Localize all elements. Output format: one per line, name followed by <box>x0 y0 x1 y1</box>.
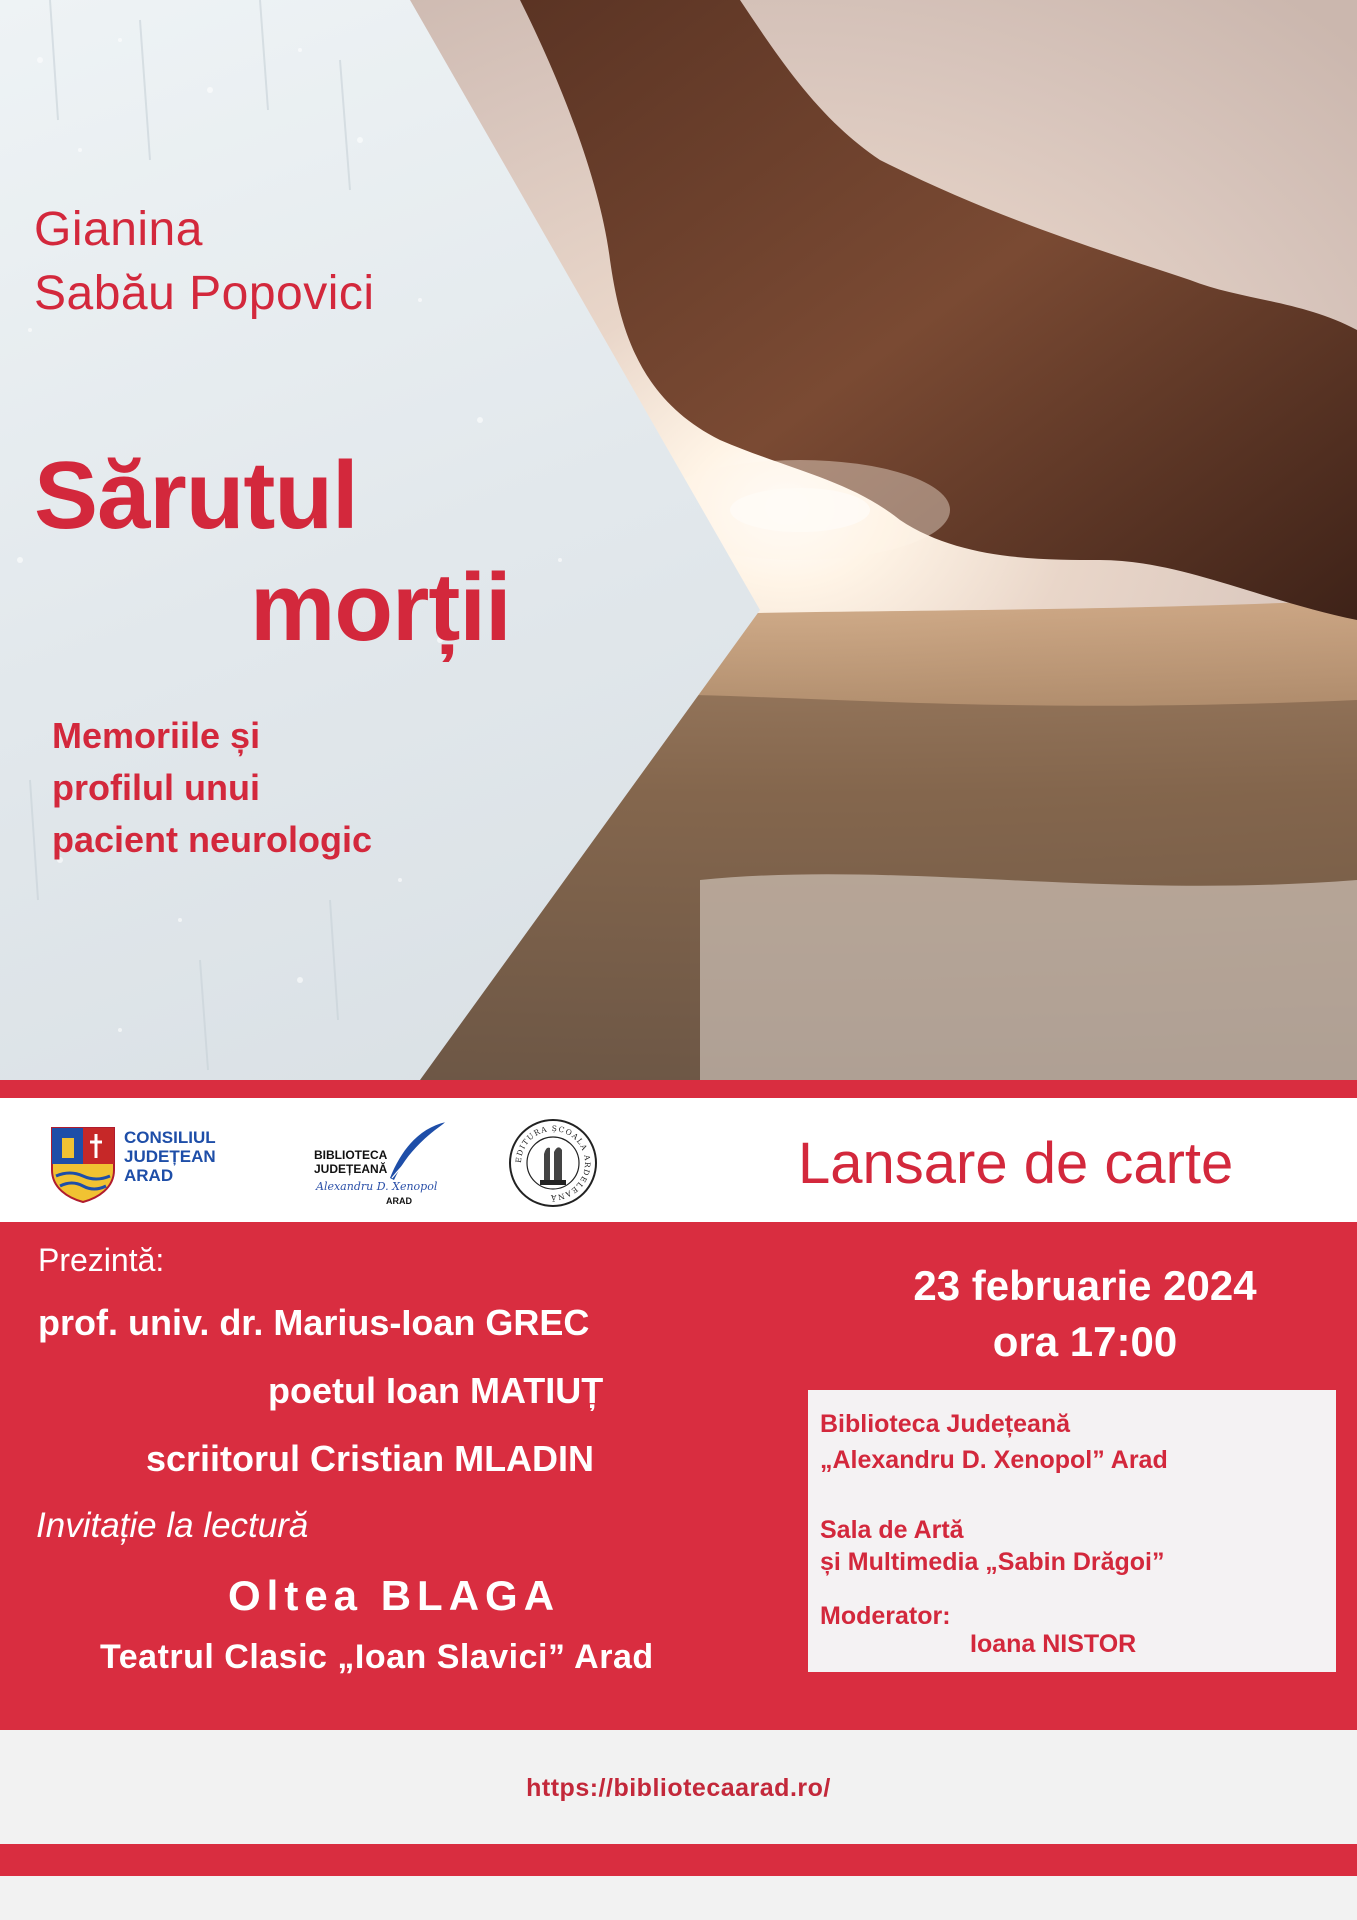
book-title-line2: morții <box>250 554 511 661</box>
red-divider-bottom <box>0 1844 1357 1876</box>
book-title <box>34 440 511 664</box>
url-band <box>0 1730 1357 1844</box>
subtitle-line2: profilul unui <box>52 767 260 808</box>
venue-hall <box>820 1514 1165 1578</box>
biblioteca-arad-text: ARAD <box>386 1196 412 1206</box>
logo-band <box>0 1098 1357 1222</box>
red-divider-top <box>0 1080 1357 1098</box>
venue-box <box>808 1390 1336 1672</box>
judeteana-text: JUDEȚEANĂ <box>314 1162 388 1176</box>
book-subtitle <box>52 710 372 866</box>
event-time: ora 17:00 <box>992 1318 1178 1365</box>
event-info-panel <box>0 1222 1357 1730</box>
moderator-name: Ioana NISTOR <box>970 1630 1137 1658</box>
consiliul-judetean-logo-text <box>124 1128 216 1185</box>
reader-theatre: Teatrul Clasic „Ioan Slavici” Arad <box>100 1638 654 1676</box>
venue-line2: „Alexandru D. Xenopol” Arad <box>820 1446 1168 1474</box>
author-first-name: Gianina <box>34 203 203 256</box>
presenter-grec: prof. univ. dr. Marius-Ioan GREC <box>38 1302 590 1343</box>
book-launch-label: Lansare de carte <box>798 1131 1234 1196</box>
venue-line3: Sala de Artă <box>820 1516 964 1544</box>
venue-line1: Biblioteca Județeană <box>820 1410 1071 1438</box>
subtitle-line3: pacient neurologic <box>52 819 373 860</box>
event-date-time <box>860 1258 1310 1370</box>
presents-label: Prezintă: <box>38 1242 165 1278</box>
reader-name: Oltea BLAGA <box>228 1572 561 1619</box>
bottom-band <box>0 1876 1357 1920</box>
moderator-label: Moderator: <box>820 1602 951 1630</box>
author-last-name: Sabău Popovici <box>34 267 375 320</box>
arad-text: ARAD <box>124 1166 174 1185</box>
judetean-text: JUDEȚEAN <box>124 1147 216 1166</box>
editura-scoala-ardeleana-seal-icon <box>508 1118 598 1208</box>
biblioteca-text: BIBLIOTECA <box>314 1148 388 1162</box>
presenter-matiut: poetul Ioan MATIUȚ <box>268 1370 604 1411</box>
subtitle-line1: Memoriile și <box>52 715 261 756</box>
event-date: 23 februarie 2024 <box>913 1262 1257 1309</box>
venue-line4: și Multimedia „Sabin Drăgoi” <box>820 1548 1165 1576</box>
consiliul-text: CONSILIUL <box>124 1128 216 1147</box>
svg-text:EDITURA ȘCOALA ARDELEANĂ: EDITURA ȘCOALA ARDELEANĂ <box>513 1123 593 1203</box>
reading-invitation-label: Invitație la lectură <box>36 1506 309 1545</box>
book-title-line1: Sărutul <box>34 442 358 549</box>
arad-county-crest-icon <box>50 1126 116 1204</box>
author-name <box>34 198 375 326</box>
quill-feather-icon <box>380 1120 448 1184</box>
venue-library <box>820 1406 1168 1478</box>
xenopol-script-text: Alexandru D. Xenopol <box>316 1180 438 1193</box>
presenter-mladin: scriitorul Cristian MLADIN <box>146 1438 595 1479</box>
library-website-link[interactable]: https://bibliotecaarad.ro/ <box>526 1774 831 1802</box>
biblioteca-judeteana-logo <box>310 1120 450 1210</box>
